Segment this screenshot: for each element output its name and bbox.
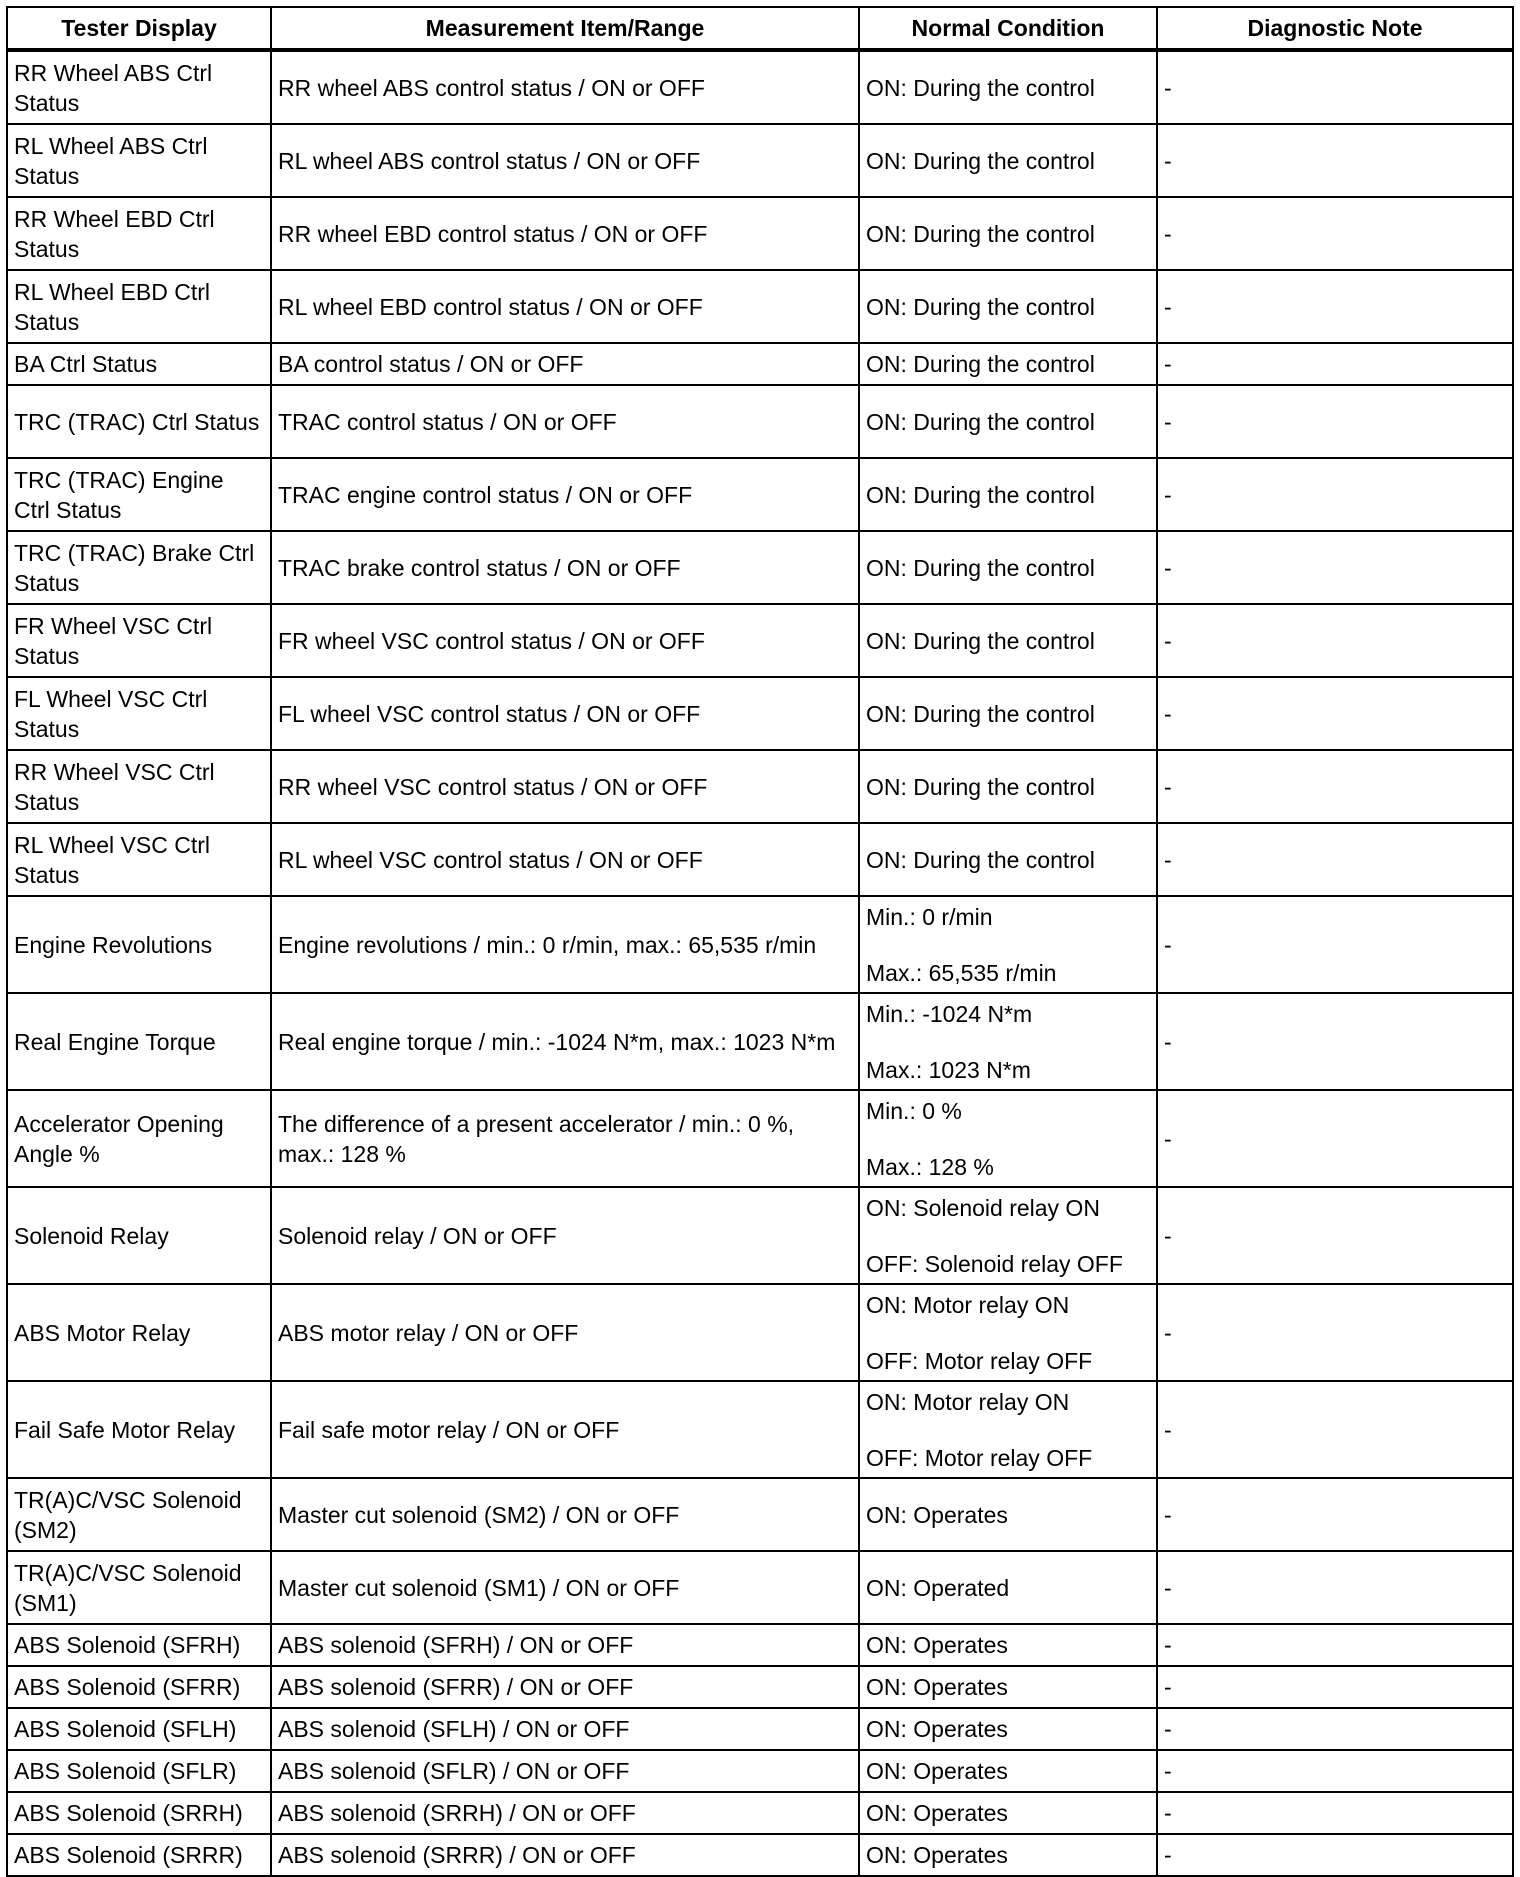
table-row [7,750,1513,823]
table-row [7,1551,1513,1624]
cell-diagnostic-note: - [1157,604,1513,677]
cell-normal-condition [859,124,1157,197]
cell-tester-display: Solenoid Relay [7,1187,271,1284]
header-measurement-item: Measurement Item/Range [271,7,859,50]
cell-normal-condition [859,896,1157,993]
normal-condition-line: ON: Operates [866,1632,1008,1658]
cell-normal-condition [859,270,1157,343]
table-row [7,1792,1513,1834]
normal-condition-line: ON: During the control [866,147,1095,174]
cell-diagnostic-note: - [1157,1284,1513,1381]
table-row [7,1478,1513,1551]
cell-normal-condition [859,1666,1157,1708]
normal-condition-line: ON: During the control [866,846,1095,873]
cell-tester-display: Accelerator Opening Angle % [7,1090,271,1187]
normal-condition-line: ON: During the control [866,293,1095,320]
table-row [7,896,1513,993]
cell-diagnostic-note: - [1157,1478,1513,1551]
cell-diagnostic-note: - [1157,385,1513,458]
table-row [7,1090,1513,1187]
line-gap [866,1223,1150,1249]
cell-normal-condition [859,343,1157,385]
table-row [7,270,1513,343]
cell-tester-display: FR Wheel VSC Ctrl Status [7,604,271,677]
cell-tester-display: TR(A)C/VSC Solenoid (SM1) [7,1551,271,1624]
data-list-table [6,6,1514,1877]
cell-diagnostic-note: - [1157,531,1513,604]
table-row [7,677,1513,750]
table-row [7,1666,1513,1708]
cell-tester-display: RR Wheel EBD Ctrl Status [7,197,271,270]
cell-measurement-item: ABS solenoid (SRRH) / ON or OFF [271,1792,859,1834]
cell-diagnostic-note: - [1157,1708,1513,1750]
cell-diagnostic-note: - [1157,1750,1513,1792]
cell-tester-display: ABS Motor Relay [7,1284,271,1381]
normal-condition-line: ON: Operates [866,1800,1008,1826]
normal-condition-line: Min.: -1024 N*m [866,1000,1033,1027]
cell-normal-condition [859,1750,1157,1792]
data-list-table-container [6,6,1512,1877]
table-row [7,1381,1513,1478]
header-tester-display: Tester Display [7,7,271,50]
normal-condition-line: ON: Operates [866,1674,1008,1700]
line-gap [866,1320,1150,1346]
cell-diagnostic-note: - [1157,1381,1513,1478]
cell-diagnostic-note: - [1157,1834,1513,1876]
normal-condition-line: ON: Motor relay ON [866,1291,1070,1318]
header-normal-condition: Normal Condition [859,7,1157,50]
normal-condition-line: ON: Operated [866,1574,1010,1601]
cell-measurement-item: RL wheel EBD control status / ON or OFF [271,270,859,343]
cell-measurement-item: Real engine torque / min.: -1024 N*m, max.: 1023 N*m [271,993,859,1090]
cell-diagnostic-note: - [1157,458,1513,531]
normal-condition-line: Min.: 0 % [866,1097,962,1124]
table-row [7,531,1513,604]
cell-normal-condition [859,197,1157,270]
cell-measurement-item: FL wheel VSC control status / ON or OFF [271,677,859,750]
cell-tester-display: TRC (TRAC) Ctrl Status [7,385,271,458]
cell-tester-display: FL Wheel VSC Ctrl Status [7,677,271,750]
cell-measurement-item: ABS solenoid (SFLR) / ON or OFF [271,1750,859,1792]
table-row [7,1624,1513,1666]
cell-tester-display: TR(A)C/VSC Solenoid (SM2) [7,1478,271,1551]
cell-tester-display: RL Wheel ABS Ctrl Status [7,124,271,197]
cell-measurement-item: Engine revolutions / min.: 0 r/min, max.: 65,535 r/min [271,896,859,993]
normal-condition-line: OFF: Motor relay OFF [866,1444,1093,1471]
cell-normal-condition [859,1708,1157,1750]
normal-condition-line: OFF: Motor relay OFF [866,1347,1093,1374]
cell-diagnostic-note: - [1157,823,1513,896]
normal-condition-line: ON: During the control [866,74,1095,101]
cell-measurement-item: TRAC control status / ON or OFF [271,385,859,458]
cell-tester-display: ABS Solenoid (SRRH) [7,1792,271,1834]
cell-tester-display: ABS Solenoid (SRRR) [7,1834,271,1876]
line-gap [866,1126,1150,1152]
cell-tester-display: RR Wheel VSC Ctrl Status [7,750,271,823]
normal-condition-line: ON: During the control [866,773,1095,800]
cell-diagnostic-note: - [1157,896,1513,993]
cell-measurement-item: RL wheel ABS control status / ON or OFF [271,124,859,197]
cell-measurement-item: TRAC brake control status / ON or OFF [271,531,859,604]
cell-diagnostic-note: - [1157,270,1513,343]
cell-diagnostic-note: - [1157,1187,1513,1284]
cell-diagnostic-note: - [1157,197,1513,270]
table-row [7,604,1513,677]
cell-measurement-item: ABS solenoid (SFRH) / ON or OFF [271,1624,859,1666]
normal-condition-line: ON: During the control [866,627,1095,654]
cell-diagnostic-note: - [1157,1666,1513,1708]
cell-diagnostic-note: - [1157,124,1513,197]
normal-condition-line: ON: Operates [866,1716,1008,1742]
table-row [7,1284,1513,1381]
normal-condition-line: ON: Operates [866,1501,1008,1528]
table-row [7,385,1513,458]
normal-condition-line: Max.: 128 % [866,1153,994,1180]
table-row [7,124,1513,197]
cell-measurement-item: RR wheel EBD control status / ON or OFF [271,197,859,270]
cell-tester-display: ABS Solenoid (SFLR) [7,1750,271,1792]
cell-tester-display: Real Engine Torque [7,993,271,1090]
table-row [7,1187,1513,1284]
cell-normal-condition [859,1834,1157,1876]
normal-condition-line: ON: Motor relay ON [866,1388,1070,1415]
cell-normal-condition [859,458,1157,531]
cell-normal-condition [859,1624,1157,1666]
cell-measurement-item: RR wheel VSC control status / ON or OFF [271,750,859,823]
cell-measurement-item: Fail safe motor relay / ON or OFF [271,1381,859,1478]
cell-normal-condition [859,1551,1157,1624]
cell-normal-condition [859,1284,1157,1381]
line-gap [866,1417,1150,1443]
normal-condition-line: OFF: Solenoid relay OFF [866,1250,1123,1277]
cell-measurement-item: The difference of a present accelerator / min.: 0 %, max.: 128 % [271,1090,859,1187]
normal-condition-line: ON: During the control [866,408,1095,435]
cell-tester-display: Fail Safe Motor Relay [7,1381,271,1478]
cell-normal-condition [859,531,1157,604]
cell-tester-display: RL Wheel VSC Ctrl Status [7,823,271,896]
cell-normal-condition [859,1090,1157,1187]
cell-diagnostic-note: - [1157,993,1513,1090]
cell-normal-condition [859,50,1157,124]
cell-normal-condition [859,993,1157,1090]
normal-condition-line: Max.: 1023 N*m [866,1056,1031,1083]
cell-measurement-item: Master cut solenoid (SM2) / ON or OFF [271,1478,859,1551]
table-row [7,823,1513,896]
table-row [7,458,1513,531]
cell-diagnostic-note: - [1157,343,1513,385]
cell-diagnostic-note: - [1157,50,1513,124]
table-row [7,343,1513,385]
table-row [7,50,1513,124]
cell-diagnostic-note: - [1157,677,1513,750]
cell-tester-display: RL Wheel EBD Ctrl Status [7,270,271,343]
table-row [7,993,1513,1090]
table-row [7,1834,1513,1876]
normal-condition-line: Min.: 0 r/min [866,903,993,930]
cell-diagnostic-note: - [1157,1624,1513,1666]
cell-normal-condition [859,1187,1157,1284]
cell-diagnostic-note: - [1157,1551,1513,1624]
cell-tester-display: Engine Revolutions [7,896,271,993]
table-body [7,50,1513,1876]
cell-tester-display: BA Ctrl Status [7,343,271,385]
cell-measurement-item: BA control status / ON or OFF [271,343,859,385]
cell-normal-condition [859,1792,1157,1834]
table-row [7,197,1513,270]
cell-tester-display: ABS Solenoid (SFRR) [7,1666,271,1708]
cell-measurement-item: Solenoid relay / ON or OFF [271,1187,859,1284]
cell-normal-condition [859,604,1157,677]
normal-condition-line: ON: Solenoid relay ON [866,1194,1100,1221]
line-gap [866,1029,1150,1055]
cell-measurement-item: FR wheel VSC control status / ON or OFF [271,604,859,677]
normal-condition-line: ON: Operates [866,1758,1008,1784]
cell-normal-condition [859,385,1157,458]
cell-normal-condition [859,1381,1157,1478]
normal-condition-line: Max.: 65,535 r/min [866,959,1057,986]
cell-normal-condition [859,677,1157,750]
cell-normal-condition [859,1478,1157,1551]
cell-diagnostic-note: - [1157,1792,1513,1834]
line-gap [866,932,1150,958]
table-header-row [7,7,1513,50]
normal-condition-line: ON: During the control [866,351,1095,377]
cell-measurement-item: RL wheel VSC control status / ON or OFF [271,823,859,896]
cell-measurement-item: Master cut solenoid (SM1) / ON or OFF [271,1551,859,1624]
normal-condition-line: ON: Operates [866,1842,1008,1868]
normal-condition-line: ON: During the control [866,481,1095,508]
cell-diagnostic-note: - [1157,750,1513,823]
normal-condition-line: ON: During the control [866,700,1095,727]
cell-normal-condition [859,750,1157,823]
cell-tester-display: TRC (TRAC) Brake Ctrl Status [7,531,271,604]
cell-measurement-item: ABS solenoid (SRRR) / ON or OFF [271,1834,859,1876]
normal-condition-line: ON: During the control [866,554,1095,581]
cell-measurement-item: TRAC engine control status / ON or OFF [271,458,859,531]
cell-tester-display: TRC (TRAC) Engine Ctrl Status [7,458,271,531]
cell-tester-display: ABS Solenoid (SFLH) [7,1708,271,1750]
table-row [7,1708,1513,1750]
cell-measurement-item: RR wheel ABS control status / ON or OFF [271,50,859,124]
cell-measurement-item: ABS motor relay / ON or OFF [271,1284,859,1381]
cell-measurement-item: ABS solenoid (SFRR) / ON or OFF [271,1666,859,1708]
cell-normal-condition [859,823,1157,896]
cell-measurement-item: ABS solenoid (SFLH) / ON or OFF [271,1708,859,1750]
cell-tester-display: ABS Solenoid (SFRH) [7,1624,271,1666]
header-diagnostic-note: Diagnostic Note [1157,7,1513,50]
cell-tester-display: RR Wheel ABS Ctrl Status [7,50,271,124]
cell-diagnostic-note: - [1157,1090,1513,1187]
table-row [7,1750,1513,1792]
normal-condition-line: ON: During the control [866,220,1095,247]
